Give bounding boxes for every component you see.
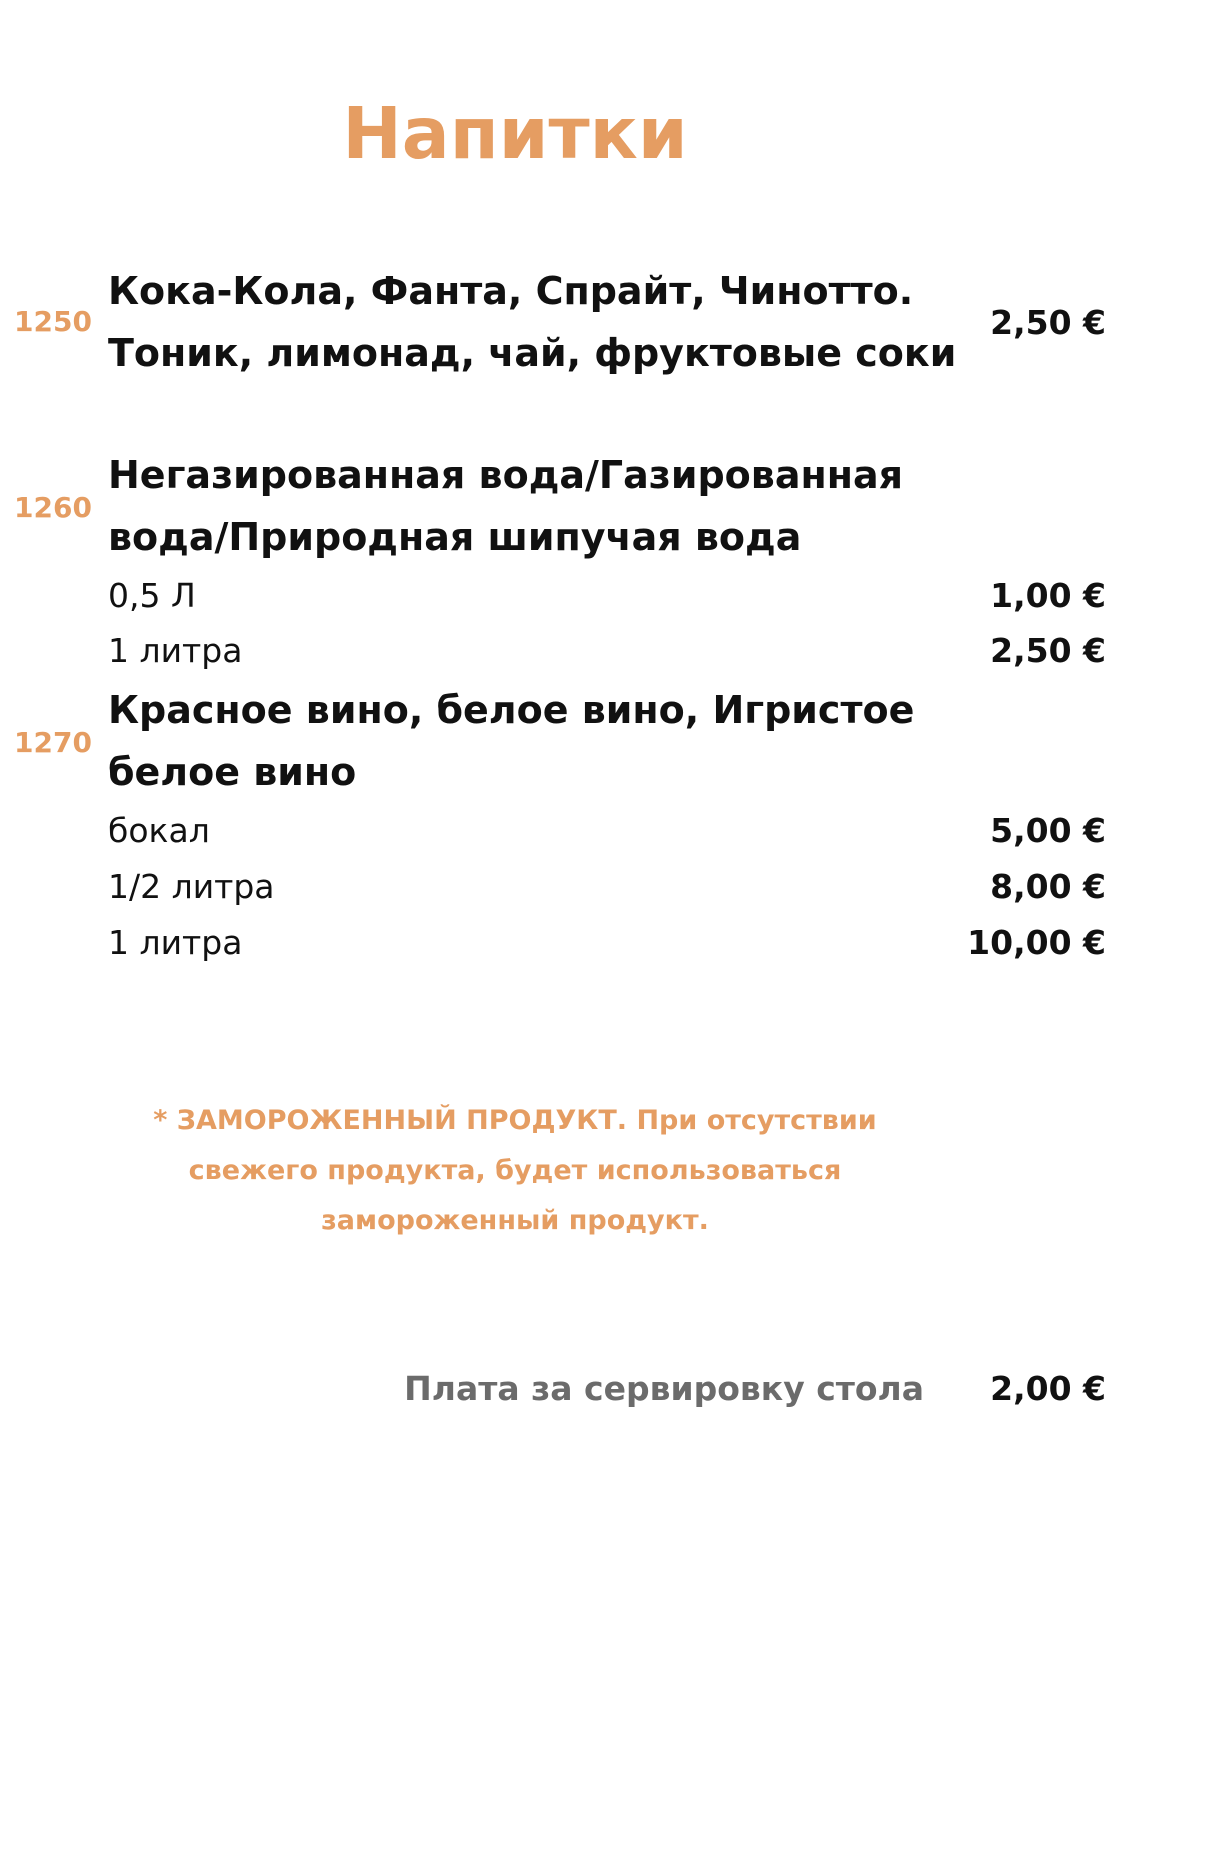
note-line: замороженный продукт. bbox=[321, 1205, 709, 1236]
size-price: 2,50 € bbox=[990, 631, 1106, 670]
size-label: бокал bbox=[108, 811, 210, 850]
item-name bbox=[108, 679, 928, 803]
frozen-product-note bbox=[0, 1096, 1030, 1246]
size-label: 1 литра bbox=[108, 923, 243, 962]
item-name-line: белое вино bbox=[108, 750, 357, 794]
size-label: 0,5 Л bbox=[108, 576, 196, 615]
item-code: 1260 bbox=[14, 491, 92, 524]
service-charge-label: Плата за сервировку стола bbox=[404, 1369, 924, 1408]
note-line: * ЗАМОРОЖЕННЫЙ ПРОДУКТ. При отсутствии bbox=[153, 1105, 877, 1136]
service-charge-price: 2,00 € bbox=[990, 1369, 1106, 1408]
item-name-line: Тоник, лимонад, чай, фруктовые соки bbox=[108, 331, 957, 375]
size-label: 1 литра bbox=[108, 631, 243, 670]
size-price: 5,00 € bbox=[990, 811, 1106, 850]
item-code: 1250 bbox=[14, 305, 92, 338]
page-title: Напитки bbox=[342, 92, 688, 175]
size-label: 1/2 литра bbox=[108, 867, 275, 906]
item-name bbox=[108, 444, 928, 568]
item-name-line: Кока-Кола, Фанта, Спрайт, Чинотто. bbox=[108, 269, 914, 313]
note-line: свежего продукта, будет использоваться bbox=[188, 1155, 842, 1186]
size-price: 8,00 € bbox=[990, 867, 1106, 906]
item-price: 2,50 € bbox=[990, 303, 1106, 342]
size-price: 1,00 € bbox=[990, 576, 1106, 615]
size-price: 10,00 € bbox=[967, 923, 1106, 962]
item-name-line: Красное вино, белое вино, Игристое bbox=[108, 688, 915, 732]
item-code: 1270 bbox=[14, 726, 92, 759]
item-name-line: Негазированная вода/Газированная bbox=[108, 453, 904, 497]
item-name-line: вода/Природная шипучая вода bbox=[108, 515, 802, 559]
